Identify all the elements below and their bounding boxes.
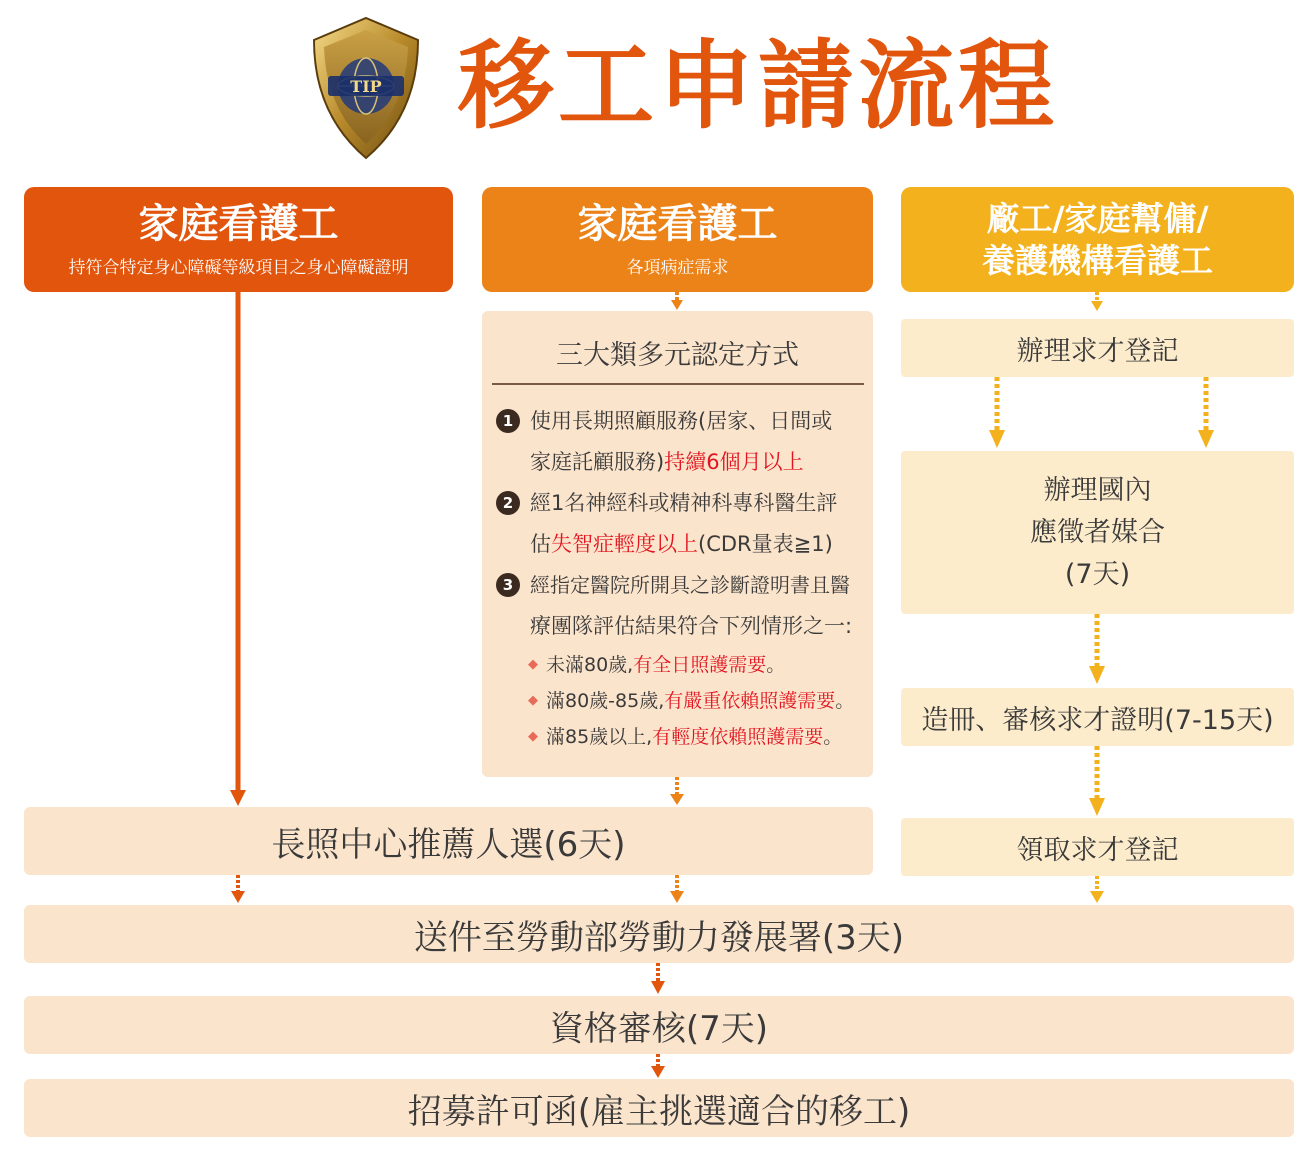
criteria-item-1-plain: 家庭託顧服務) (530, 450, 665, 474)
bullet-2-highlight: 有嚴重依賴照護需要 (664, 690, 836, 712)
arrow-col3-1 (1091, 292, 1103, 311)
criteria-box (482, 311, 873, 777)
number-1-icon: 1 (496, 409, 520, 433)
criteria-bullet-3 (528, 719, 873, 755)
right-step-1 (901, 319, 1294, 377)
criteria-divider (492, 383, 864, 385)
review-label: 資格審核(7天) (549, 1008, 769, 1049)
right-step-2-line1: 辦理國內 (1043, 474, 1152, 506)
number-3-icon: 3 (496, 573, 520, 597)
criteria-list (496, 401, 871, 647)
criteria-item-2-line1: 經1名神經科或精神科專科醫生評 (530, 491, 838, 515)
right-step-3-label: 造冊、審核求才證明(7-15天) (921, 704, 1274, 736)
criteria-bullet-1 (528, 647, 873, 683)
criteria-item-3-line1: 經指定醫院所開具之診斷證明書且醫 (530, 573, 850, 597)
arrow-col1-long (230, 292, 246, 806)
column-2-subtitle: 各項病症需求 (626, 258, 729, 278)
shield-globe-logo-icon (306, 14, 426, 162)
right-step-2-line3: (7天) (1064, 558, 1131, 590)
criteria-item-1-line1: 使用長期照顧服務(居家、日間或 (530, 409, 833, 433)
bullet-1-highlight: 有全日照護需要 (633, 654, 767, 676)
bullet-3-end: 。 (823, 726, 843, 748)
column-header-3 (901, 187, 1294, 292)
column-header-2 (482, 187, 873, 292)
criteria-item-1 (496, 401, 871, 483)
arrow-col2-1 (671, 292, 683, 310)
submit-bar (24, 905, 1294, 963)
arrow-to-submit-2 (670, 875, 684, 903)
submit-label: 送件至勞動部勞動力發展署(3天) (413, 917, 905, 958)
recommend-bar (24, 807, 873, 875)
right-step-3 (901, 688, 1294, 746)
column-1-title: 家庭看護工 (138, 201, 339, 247)
arrow-col3-4 (1089, 746, 1105, 816)
permit-bar (24, 1079, 1294, 1137)
arrow-submit-review (651, 963, 665, 994)
criteria-item-2-line2 (530, 524, 837, 565)
right-step-4-label: 領取求才登記 (1016, 834, 1179, 866)
column-3-title-line1: 廠工/家庭幫傭/ (986, 199, 1209, 239)
bullet-3-plain: 滿85歲以上, (546, 726, 653, 748)
column-2-title: 家庭看護工 (577, 201, 778, 247)
column-1-subtitle: 持符合特定身心障礙等級項目之身心障礙證明 (68, 258, 409, 278)
right-step-4 (901, 818, 1294, 876)
bullet-3-highlight: 有輕度依賴照護需要 (652, 726, 824, 748)
criteria-bullets (528, 647, 873, 755)
criteria-heading: 三大類多元認定方式 (556, 340, 799, 371)
bullet-1-plain: 未滿80歲, (546, 654, 634, 676)
arrow-to-submit-1 (231, 875, 245, 903)
arrow-col3-3 (1089, 614, 1105, 684)
arrow-review-permit (651, 1054, 665, 1078)
number-2-icon: 2 (496, 491, 520, 515)
criteria-item-3-line2: 療團隊評估結果符合下列情形之一: (530, 614, 853, 638)
recommend-label: 長照中心推薦人選(6天) (271, 824, 626, 865)
criteria-item-2-highlight: 失智症輕度以上 (551, 532, 698, 556)
logo-text: TIP (350, 77, 382, 96)
bullet-2-plain: 滿80歲-85歲, (546, 690, 665, 712)
criteria-item-1-highlight: 持續6個月以上 (664, 450, 804, 474)
criteria-item-1-line2 (530, 442, 832, 483)
arrow-col2-2 (670, 777, 684, 805)
arrow-to-submit-3 (1090, 876, 1104, 903)
criteria-item-2-plain2: (CDR量表≧1) (698, 532, 833, 556)
bullet-1-end: 。 (766, 654, 786, 676)
column-header-1 (24, 187, 453, 292)
arrow-col3-2a (989, 377, 1005, 448)
page-title: 移工申請流程 (458, 30, 1058, 142)
review-bar (24, 996, 1294, 1054)
column-3-title-line2: 養護機構看護工 (982, 240, 1213, 280)
criteria-item-2 (496, 483, 871, 565)
permit-label: 招募許可函(雇主挑選適合的移工) (407, 1091, 911, 1132)
bullet-2-end: 。 (835, 690, 855, 712)
right-step-2-line2: 應徵者媒合 (1030, 516, 1165, 548)
right-step-2 (901, 451, 1294, 614)
diamond-icon: ◆ (528, 729, 538, 744)
criteria-item-3 (496, 565, 871, 647)
arrow-col3-2b (1198, 377, 1214, 448)
criteria-bullet-2 (528, 683, 873, 719)
diamond-icon: ◆ (528, 693, 538, 708)
right-step-1-label: 辦理求才登記 (1016, 335, 1179, 367)
diamond-icon: ◆ (528, 657, 538, 672)
logo (306, 14, 426, 162)
criteria-item-2-plain1: 估 (530, 532, 551, 556)
